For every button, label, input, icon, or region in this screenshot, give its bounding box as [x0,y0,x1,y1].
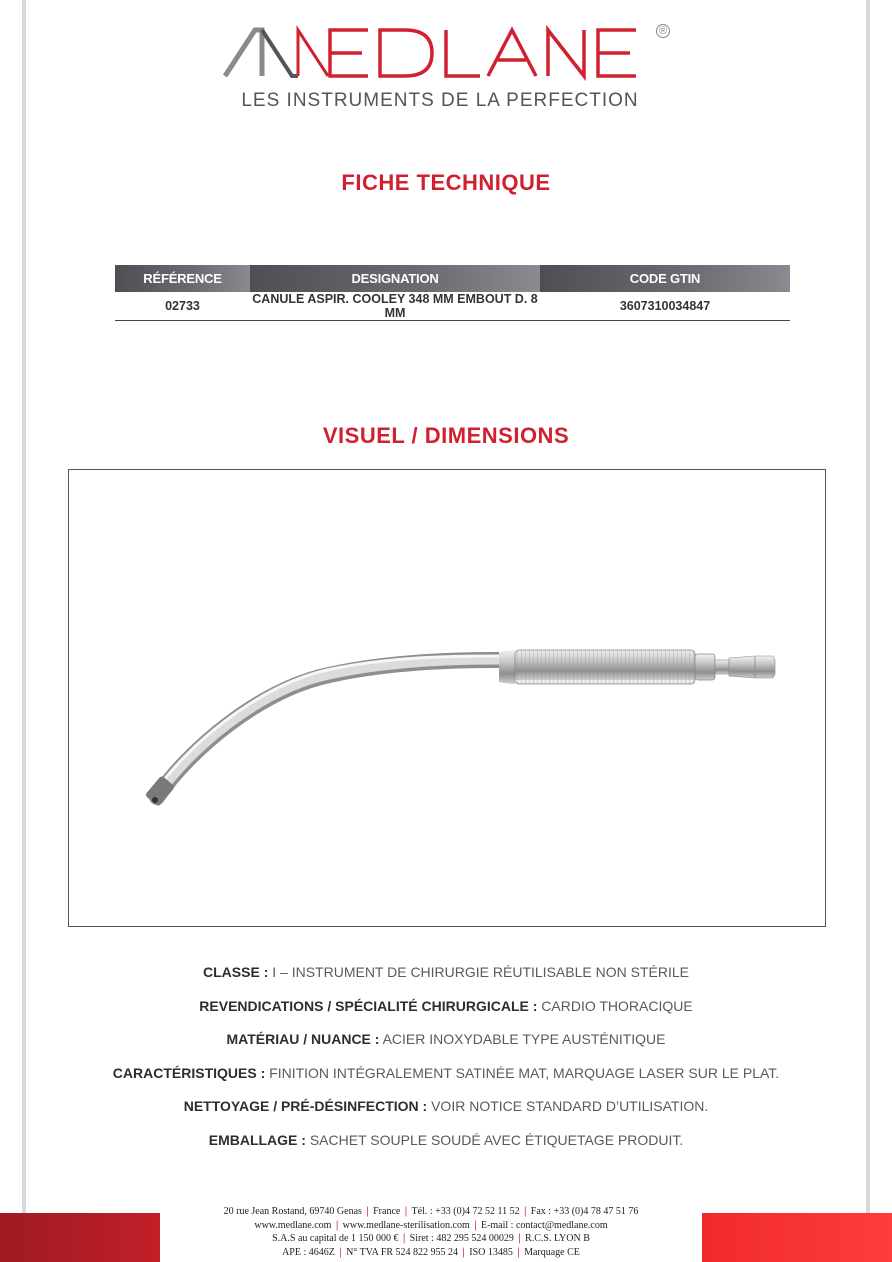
spec-specialty [0,992,892,1026]
company-footer [160,1205,702,1259]
footer-line-address: 20 rue Jean Rostand, 69740 Genas | France | Tél. : +33 (0)4 72 52 11 52 | Fax : +33 (0)4 78 47 51 76 [223,1206,639,1217]
header-reference: RÉFÉRENCE [115,265,250,292]
suction-cannula-image [69,470,825,926]
footer-ce: Marquage CE [524,1246,580,1258]
spec-packaging [0,1126,892,1160]
spec-label: CARACTÉRISTIQUES : [112,1064,266,1081]
spec-label: CLASSE : [203,964,269,980]
logo-wordmark [200,18,680,88]
product-image-frame [68,469,826,927]
cell-reference: 02733 [115,292,250,321]
spec-material [0,1025,892,1059]
product-specifications [0,958,892,1159]
spec-class [0,958,892,992]
cell-designation: CANULE ASPIR. COOLEY 348 MM EMBOUT D. 8 MM [250,292,540,321]
registered-mark: ® [656,24,670,38]
footer-line-legal: S.A.S au capital de 1 150 000 € | Siret : 482 295 524 00029 | R.C.S. LYON B [272,1233,590,1244]
spec-characteristics [0,1059,892,1093]
footer-website-link[interactable]: www.medlane.com [254,1219,332,1231]
footer-ape: APE : 4646Z [282,1246,335,1258]
spec-value: FINITION INTÉGRALEMENT SATINÉE MAT, MARQUAGE LASER SUR LE PLAT. [265,1064,780,1081]
header-designation: DESIGNATION [250,265,540,292]
spec-value: I – INSTRUMENT DE CHIRURGIE RÉUTILISABLE NON STÉRILE [268,964,689,980]
medlane-logo [200,18,680,118]
footer-rcs: R.C.S. LYON B [525,1233,590,1244]
cell-gtin: 3607310034847 [540,292,790,321]
brand-tagline: LES INSTRUMENTS DE LA PERFECTION [241,90,639,111]
footer-sterilisation-link[interactable]: www.medlane-sterilisation.com [342,1219,470,1231]
footer-line-web: www.medlane.com | www.medlane-sterilisation.com | E-mail : contact@medlane.com [254,1219,608,1231]
footer-address: 20 rue Jean Rostand, 69740 Genas [223,1206,362,1217]
technical-sheet-title: FICHE TECHNIQUE [341,170,551,195]
footer-phone: Tél. : +33 (0)4 72 52 11 52 [411,1206,520,1217]
footer-fax: Fax : +33 (0)4 78 47 51 76 [530,1206,639,1217]
footer-iso: ISO 13485 [469,1246,513,1258]
spec-value: CARDIO THORACIQUE [537,997,693,1014]
table-row [115,292,790,321]
spec-label: NETTOYAGE / PRÉ-DÉSINFECTION : [183,1098,428,1114]
footer-siret: Siret : 482 295 524 00029 [409,1233,514,1244]
spec-label: MATÉRIAU / NUANCE : [226,1031,380,1047]
table-header-row [115,265,790,292]
footer-email-link[interactable]: E-mail : contact@medlane.com [480,1219,608,1231]
footer-vat: N° TVA FR 524 822 955 24 [346,1246,459,1258]
reference-table [115,265,790,321]
spec-label: REVENDICATIONS / SPÉCIALITÉ CHIRURGICALE : [199,997,538,1014]
spec-cleaning [0,1092,892,1126]
footer-line-registration: APE : 4646Z | N° TVA FR 524 822 955 24 | ISO 13485 | Marquage CE [282,1246,580,1258]
footer-red-bar-left [0,1213,160,1262]
footer-country: France [373,1206,401,1217]
spec-value: VOIR NOTICE STANDARD D’UTILISATION. [427,1098,709,1114]
spec-value: SACHET SOUPLE SOUDÉ AVEC ÉTIQUETAGE PRODUIT. [305,1131,684,1148]
spec-label: EMBALLAGE : [208,1131,306,1148]
spec-value: ACIER INOXYDABLE TYPE AUSTÉNITIQUE [379,1031,666,1047]
header-gtin: CODE GTIN [540,265,790,292]
footer-capital: S.A.S au capital de 1 150 000 € [272,1233,399,1244]
visual-dimensions-title: VISUEL / DIMENSIONS [322,423,570,448]
footer-red-bar-right [702,1213,892,1262]
